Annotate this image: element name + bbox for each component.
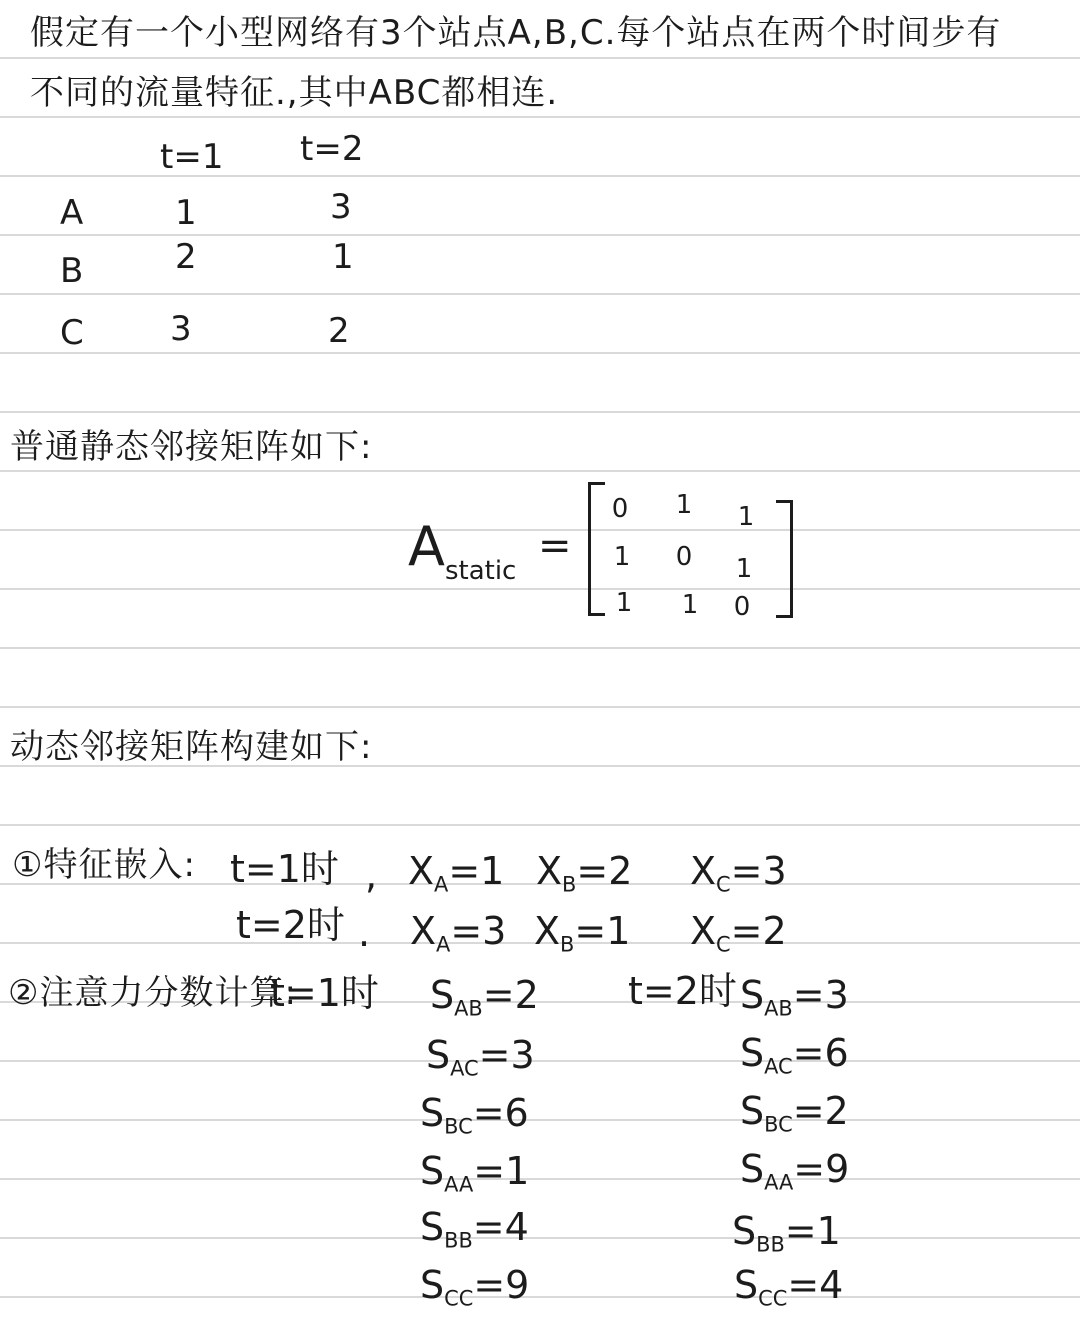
value: =9 bbox=[793, 1147, 850, 1191]
value: =4 bbox=[472, 1205, 529, 1249]
var-s: S bbox=[732, 1209, 757, 1253]
sub-aa: AA bbox=[444, 1172, 474, 1197]
feature-x-b-t1 bbox=[536, 849, 633, 897]
value: =4 bbox=[787, 1263, 844, 1307]
feature-row-2-time: t=2时 bbox=[236, 903, 345, 947]
score-t1-cc bbox=[420, 1263, 530, 1311]
table-header-t2: t=2 bbox=[300, 129, 364, 169]
table-header-t1: t=1 bbox=[160, 137, 224, 177]
dynamic-matrix-heading: 动态邻接矩阵构建如下: bbox=[10, 727, 373, 767]
var-s: S bbox=[740, 1147, 765, 1191]
feature-x-b-t2 bbox=[534, 909, 631, 957]
var-s: S bbox=[740, 1031, 765, 1075]
matrix-cell-3-2: 1 bbox=[681, 590, 699, 620]
matrix-cell-3-3: 0 bbox=[733, 592, 751, 622]
score-t1-bb bbox=[420, 1205, 529, 1253]
feature-x-a-t1 bbox=[408, 849, 505, 897]
matrix-cell-3-1: 1 bbox=[615, 588, 633, 618]
var-x: X bbox=[410, 909, 437, 953]
sub-b: B bbox=[562, 872, 577, 897]
value: =6 bbox=[472, 1091, 529, 1135]
sub-b: B bbox=[560, 932, 575, 957]
score-t2-ab bbox=[740, 973, 849, 1021]
var-s: S bbox=[426, 1033, 451, 1077]
score-t2-bb bbox=[732, 1209, 841, 1257]
attention-t2-time: t=2时 bbox=[628, 969, 737, 1013]
value: =3 bbox=[478, 1033, 535, 1077]
var-s: S bbox=[740, 1089, 765, 1133]
score-t2-ac bbox=[740, 1031, 849, 1079]
table-cell-c-t2: 2 bbox=[328, 311, 350, 351]
matrix-cell-1-3: 1 bbox=[737, 502, 755, 532]
value: =2 bbox=[792, 1089, 849, 1133]
intro-line-2: 不同的流量特征.,其中ABC都相连. bbox=[30, 73, 559, 113]
value: =1 bbox=[448, 849, 505, 893]
var-s: S bbox=[420, 1205, 445, 1249]
sub-ab: AB bbox=[764, 996, 793, 1021]
static-matrix-heading: 普通静态邻接矩阵如下: bbox=[10, 427, 373, 467]
var-s: S bbox=[430, 973, 455, 1017]
feature-x-c-t1 bbox=[690, 849, 787, 897]
matrix-cell-2-1: 1 bbox=[613, 542, 631, 572]
score-t1-ab bbox=[430, 973, 539, 1021]
sub-cc: CC bbox=[444, 1286, 474, 1311]
sub-bb: BB bbox=[756, 1232, 785, 1257]
sub-a: A bbox=[436, 932, 451, 957]
table-cell-b-t2: 1 bbox=[332, 237, 354, 277]
sub-c: C bbox=[716, 932, 731, 957]
var-x: X bbox=[534, 909, 561, 953]
sub-cc: CC bbox=[758, 1286, 788, 1311]
score-t2-aa bbox=[740, 1147, 850, 1195]
var-x: X bbox=[690, 909, 717, 953]
var-s: S bbox=[420, 1149, 445, 1193]
table-cell-c-t1: 3 bbox=[170, 309, 192, 349]
sub-ac: AC bbox=[764, 1054, 793, 1079]
sub-bc: BC bbox=[444, 1114, 473, 1139]
matrix-subscript: static bbox=[444, 556, 517, 586]
value: =1 bbox=[784, 1209, 841, 1253]
score-t1-ac bbox=[426, 1033, 535, 1081]
value: =2 bbox=[482, 973, 539, 1017]
attention-label: ②注意力分数计算: bbox=[8, 973, 297, 1013]
var-x: X bbox=[408, 849, 435, 893]
var-s: S bbox=[420, 1091, 445, 1135]
table-cell-a-t2: 3 bbox=[330, 187, 352, 227]
attention-t1-time: t=1时 bbox=[270, 971, 379, 1015]
table-cell-b-t1: 2 bbox=[175, 237, 197, 277]
matrix-symbol bbox=[408, 515, 517, 586]
var-x: X bbox=[536, 849, 563, 893]
var-s: S bbox=[734, 1263, 759, 1307]
feature-row-1-time: t=1时 bbox=[230, 847, 339, 891]
matrix-cell-2-3: 1 bbox=[735, 554, 753, 584]
sub-aa: AA bbox=[764, 1170, 794, 1195]
intro-line-1: 假定有一个小型网络有3个站点A,B,C.每个站点在两个时间步有 bbox=[30, 13, 1002, 53]
sub-a: A bbox=[434, 872, 449, 897]
table-row-label-c: C bbox=[60, 313, 84, 353]
table-cell-a-t1: 1 bbox=[175, 193, 197, 233]
score-t2-cc bbox=[734, 1263, 844, 1311]
sub-ab: AB bbox=[454, 996, 483, 1021]
matrix-symbol-letter: A bbox=[408, 515, 445, 578]
feature-row-2-separator: . bbox=[358, 911, 371, 955]
sub-c: C bbox=[716, 872, 731, 897]
score-t2-bc bbox=[740, 1089, 849, 1137]
var-s: S bbox=[740, 973, 765, 1017]
score-t1-bc bbox=[420, 1091, 529, 1139]
value: =1 bbox=[574, 909, 631, 953]
table-row-label-a: A bbox=[60, 193, 84, 233]
feature-row-1-separator: , bbox=[365, 853, 378, 897]
value: =1 bbox=[473, 1149, 530, 1193]
value: =2 bbox=[730, 909, 787, 953]
var-x: X bbox=[690, 849, 717, 893]
value: =6 bbox=[792, 1031, 849, 1075]
equals-sign: = bbox=[538, 523, 572, 569]
feature-embedding-label: ①特征嵌入: bbox=[12, 845, 196, 885]
matrix-cell-1-2: 1 bbox=[675, 490, 693, 520]
value: =2 bbox=[576, 849, 633, 893]
value: =9 bbox=[473, 1263, 530, 1307]
sub-bb: BB bbox=[444, 1228, 473, 1253]
score-t1-aa bbox=[420, 1149, 530, 1197]
matrix-cell-1-1: 0 bbox=[611, 494, 629, 524]
var-s: S bbox=[420, 1263, 445, 1307]
value: =3 bbox=[792, 973, 849, 1017]
matrix-cell-2-2: 0 bbox=[675, 542, 693, 572]
sub-bc: BC bbox=[764, 1112, 793, 1137]
matrix-right-bracket bbox=[776, 500, 793, 618]
feature-x-a-t2 bbox=[410, 909, 507, 957]
value: =3 bbox=[450, 909, 507, 953]
table-row-label-b: B bbox=[60, 251, 84, 291]
sub-ac: AC bbox=[450, 1056, 479, 1081]
value: =3 bbox=[730, 849, 787, 893]
feature-x-c-t2 bbox=[690, 909, 787, 957]
